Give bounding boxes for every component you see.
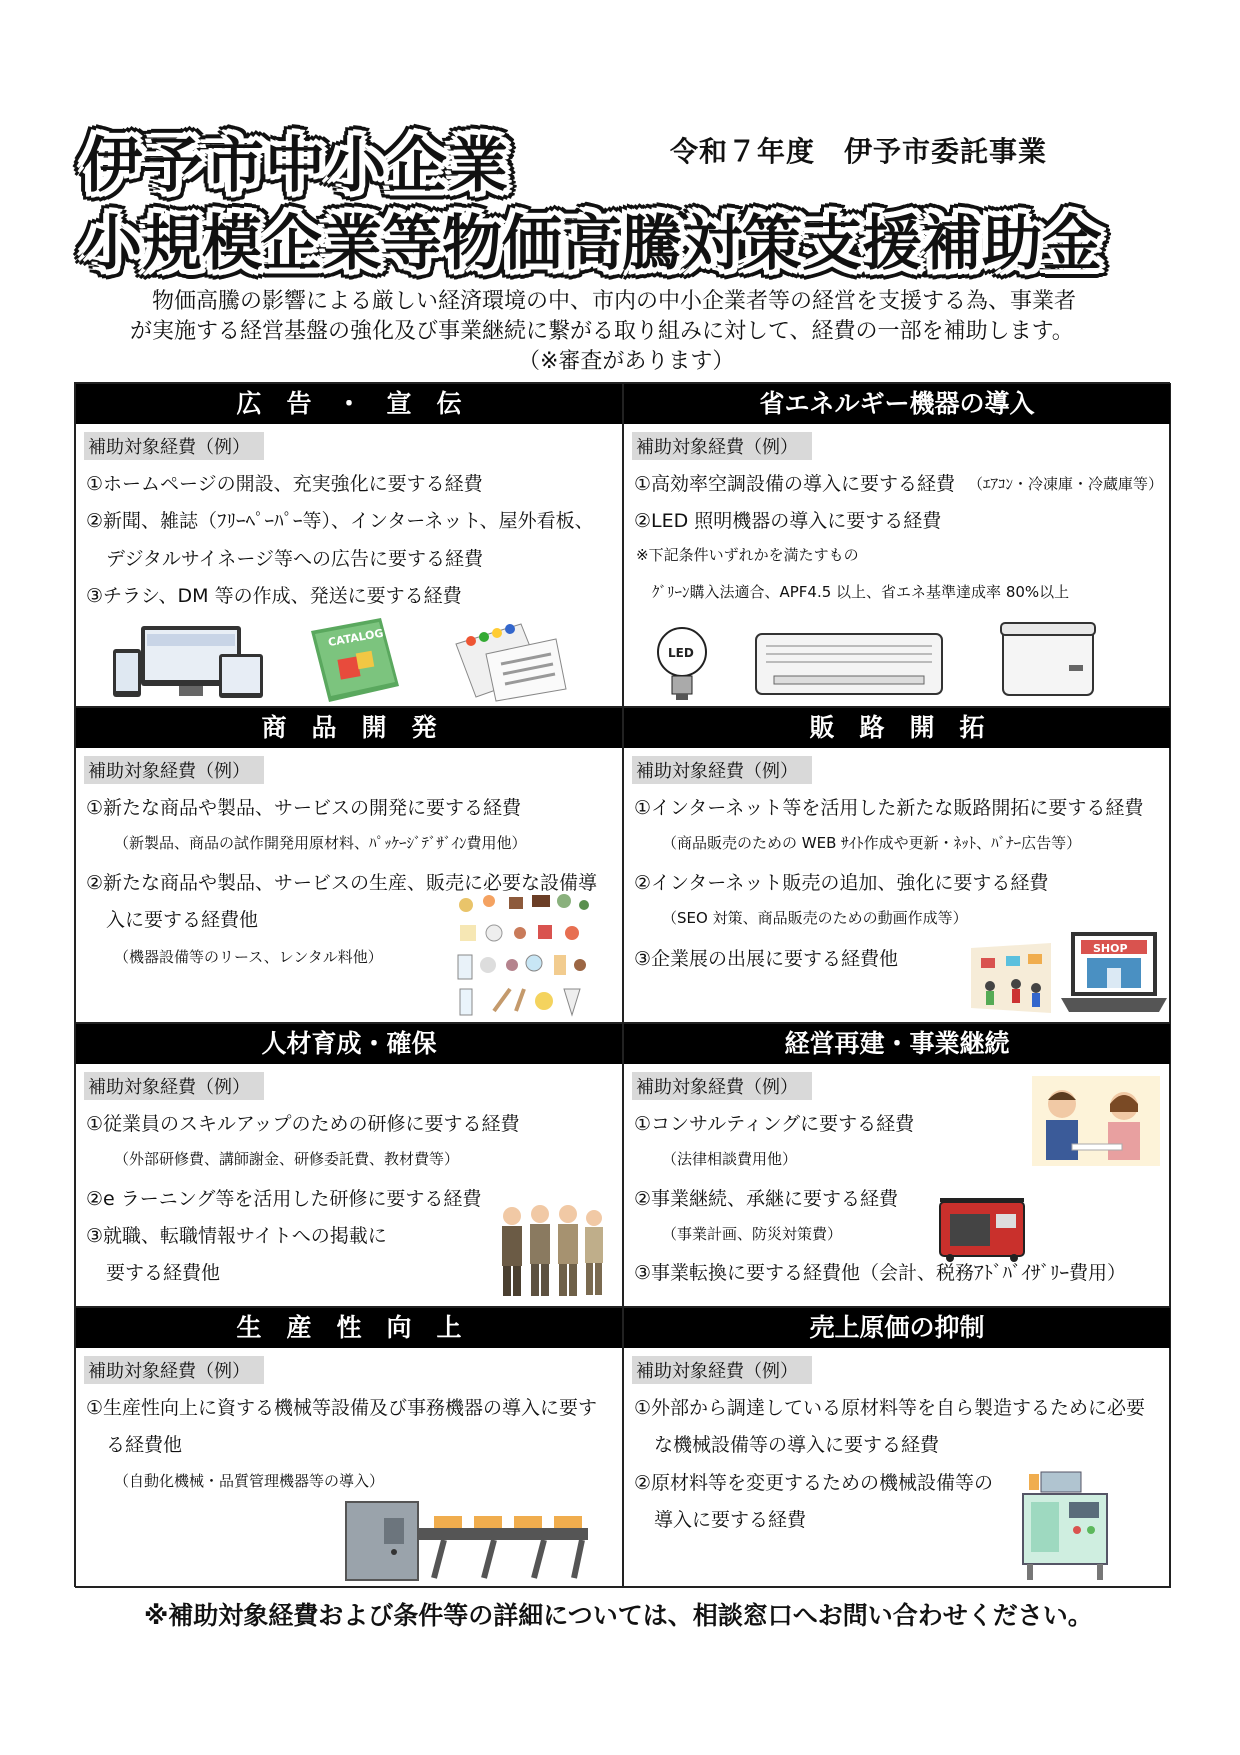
expense-line: ①インターネット等を活用した新たな販路開拓に要する経費 <box>634 797 1144 819</box>
consultation-illustration <box>1032 1076 1160 1166</box>
expense-line: ①コンサルティングに要する経費 <box>634 1113 915 1135</box>
expense-line: デジタルサイネージ等への広告に要する経費 <box>106 548 483 570</box>
expense-line: ①高効率空調設備の導入に要する経費 <box>634 473 956 495</box>
air-conditioner-illustration <box>754 632 944 698</box>
expense-line: 入に要する経費他 <box>106 909 259 931</box>
expense-note: （新製品、商品の試作開発用原材料、ﾊﾟｯｹｰｼﾞﾃﾞｻﾞｲﾝ費用他） <box>114 834 527 852</box>
section-cost-reduction <box>623 1307 1171 1588</box>
catalog-text: CATALOG <box>327 626 385 650</box>
intro-note: （※審査があります） <box>518 349 735 374</box>
expense-line: る経費他 <box>106 1434 183 1456</box>
section-sales-channel <box>623 707 1171 1023</box>
expense-note: （自動化機械・品質管理機器等の導入） <box>114 1472 385 1490</box>
section-product-development <box>75 707 623 1023</box>
online-shop-illustration <box>1059 928 1169 1020</box>
expense-line: 導入に要する経費 <box>654 1509 807 1531</box>
employees-illustration <box>494 1202 606 1302</box>
expense-label: 補助対象経費（例） <box>84 432 264 460</box>
expense-line: ①生産性向上に資する機械等設備及び事務機器の導入に要す <box>86 1397 598 1419</box>
expense-note: （SEO 対策、商品販売のための動画作成等） <box>662 909 968 927</box>
expense-line: な機械設備等の導入に要する経費 <box>654 1434 940 1456</box>
shop-text: SHOP <box>1093 942 1128 955</box>
expense-line: ②原材料等を変更するための機械設備等の <box>634 1472 994 1494</box>
expense-line: ③就職、転職情報サイトへの掲載に <box>86 1225 387 1247</box>
exhibition-illustration <box>966 938 1056 1018</box>
expense-line: ②LED 照明機器の導入に要する経費 <box>634 510 942 532</box>
expense-label: 補助対象経費（例） <box>84 756 264 784</box>
expense-line: ①外部から調達している原材料等を自ら製造するために必要 <box>634 1397 1146 1419</box>
processing-machine-illustration <box>1019 1468 1111 1583</box>
expense-note: （外部研修費、講師謝金、研修委託費、教材費等） <box>114 1150 460 1168</box>
title-line-1: 伊予市中小企業 <box>82 131 509 201</box>
expense-line: ①ホームページの開設、充実強化に要する経費 <box>86 473 483 495</box>
ingredients-illustration <box>454 893 594 1018</box>
condition-detail: ｸﾞﾘｰﾝ購入法適合、APF4.5 以上、省エネ基準達成率 80%以上 <box>652 583 1070 601</box>
expense-line: ③チラシ、DM 等の作成、発送に要する経費 <box>86 585 462 607</box>
section-title: 販 路 開 拓 <box>624 708 1170 748</box>
section-title: 人材育成・確保 <box>76 1024 622 1064</box>
expense-note: （商品販売のための WEB ｻｲﾄ作成や更新・ﾈｯﾄ、ﾊﾞﾅｰ広告等） <box>662 834 1082 852</box>
flyers-illustration <box>451 619 571 704</box>
freezer-illustration <box>999 619 1097 699</box>
expense-line: ②事業継続、承継に要する経費 <box>634 1188 899 1210</box>
section-title: 広 告 ・ 宣 伝 <box>76 384 622 424</box>
section-energy-saving <box>623 383 1171 707</box>
generator-illustration <box>936 1192 1028 1262</box>
expense-line: ③企業展の出展に要する経費他 <box>634 948 899 970</box>
expense-line: 要する経費他 <box>106 1262 221 1284</box>
intro-line-2: が実施する経営基盤の強化及び事業継続に繋がる取り組みに対して、経費の一部を補助します。 <box>130 319 1074 344</box>
section-title: 省エネルギー機器の導入 <box>624 384 1170 424</box>
subsidy-grid <box>74 382 1170 1587</box>
expense-label: 補助対象経費（例） <box>632 756 812 784</box>
section-title: 商 品 開 発 <box>76 708 622 748</box>
section-business-continuity <box>623 1023 1171 1307</box>
expense-line: ①従業員のスキルアップのための研修に要する経費 <box>86 1113 520 1135</box>
fiscal-year-label: 令和７年度 伊予市委託事業 <box>670 135 1048 168</box>
expense-line: ②インターネット販売の追加、強化に要する経費 <box>634 872 1049 894</box>
section-title: 生 産 性 向 上 <box>76 1308 622 1348</box>
conveyor-machine-illustration <box>344 1498 594 1583</box>
section-title: 売上原価の抑制 <box>624 1308 1170 1348</box>
footer-note: ※補助対象経費および条件等の詳細については、相談窓口へお問い合わせください。 <box>144 1601 1093 1630</box>
led-bulb-illustration <box>654 624 714 704</box>
expense-line: ②新聞、雑誌（ﾌﾘｰﾍﾟｰﾊﾟｰ等）、インターネット、屋外看板、 <box>86 510 594 532</box>
expense-label: 補助対象経費（例） <box>84 1356 264 1384</box>
expense-note: （事業計画、防災対策費） <box>662 1225 843 1243</box>
section-advertising <box>75 383 623 707</box>
section-title: 経営再建・事業継続 <box>624 1024 1170 1064</box>
intro-line-1: 物価高騰の影響による厳しい経済環境の中、市内の中小企業者等の経営を支援する為、事業者 <box>152 289 1077 314</box>
expense-note: （法律相談費用他） <box>662 1150 798 1168</box>
expense-label: 補助対象経費（例） <box>632 1072 812 1100</box>
expense-note: （機器設備等のリース、レンタル料他） <box>114 948 383 966</box>
section-human-resources <box>75 1023 623 1307</box>
expense-line: ①新たな商品や製品、サービスの開発に要する経費 <box>86 797 522 819</box>
devices-illustration <box>111 624 266 704</box>
expense-line: ②新たな商品や製品、サービスの生産、販売に必要な設備導 <box>86 872 598 894</box>
expense-label: 補助対象経費（例） <box>84 1072 264 1100</box>
led-text: LED <box>668 646 694 660</box>
catalog-illustration <box>301 616 406 706</box>
expense-label: 補助対象経費（例） <box>632 1356 812 1384</box>
expense-line: ②e ラーニング等を活用した研修に要する経費 <box>86 1188 482 1210</box>
section-productivity <box>75 1307 623 1588</box>
title-line-2: 小規模企業等物価高騰対策支援補助金 <box>82 209 1102 279</box>
expense-note: （ｴｱｺﾝ・冷凍庫・冷蔵庫等） <box>968 475 1164 493</box>
expense-label: 補助対象経費（例） <box>632 432 812 460</box>
expense-line: ③事業転換に要する経費他（会計、税務ｱﾄﾞﾊﾞｲｻﾞﾘｰ費用） <box>634 1262 1127 1284</box>
condition-note: ※下記条件いずれかを満たすもの <box>636 546 859 564</box>
